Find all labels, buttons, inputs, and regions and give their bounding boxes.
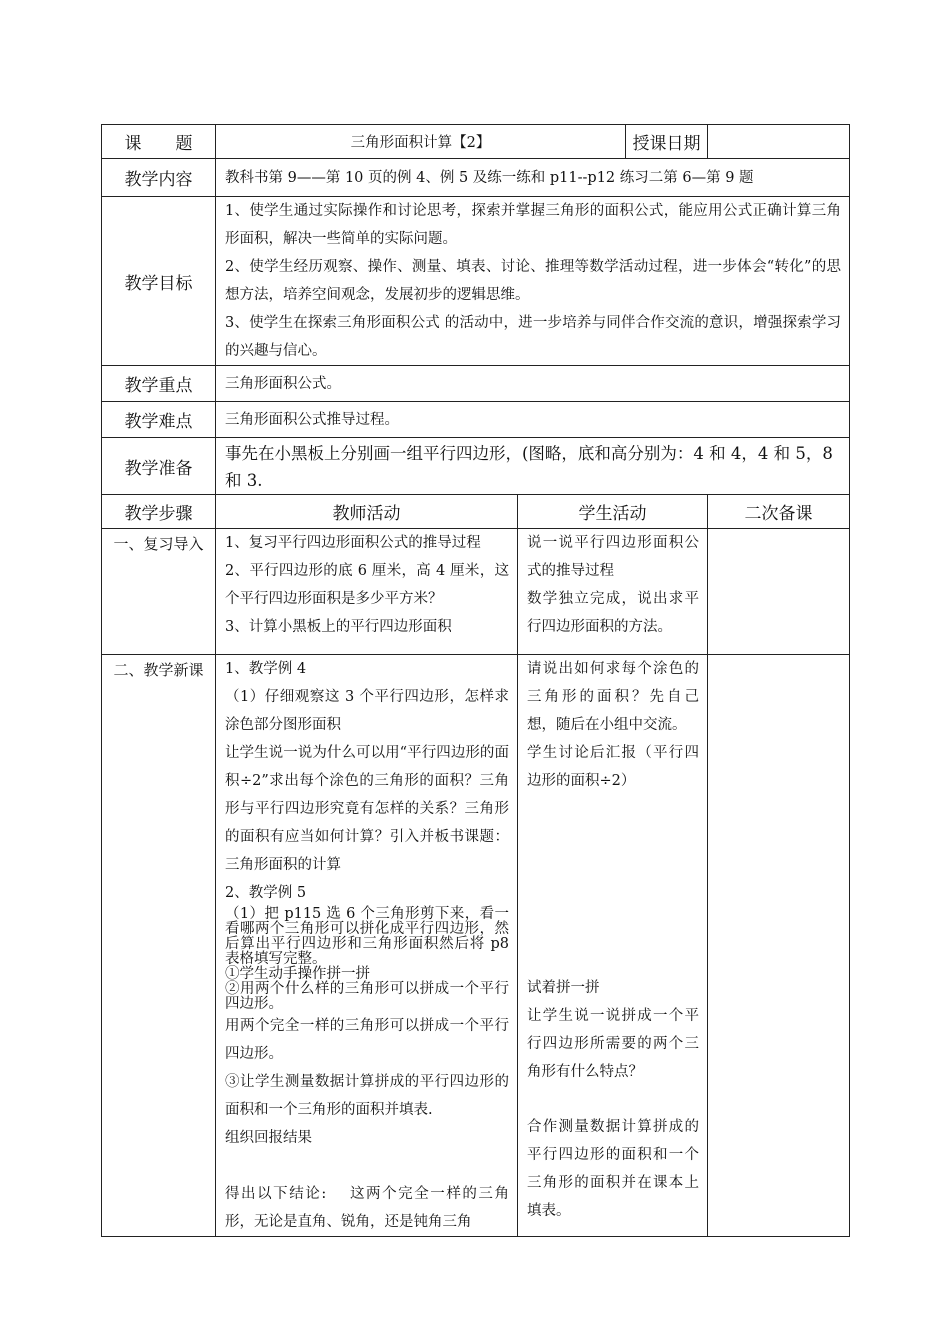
- step2-student-a2: 学生讨论后汇报（平行四边形的面积÷2）: [527, 745, 700, 789]
- step2-notes: [708, 655, 850, 1237]
- key-value: 三角形面积公式。: [216, 366, 850, 402]
- step1-teacher: [216, 529, 518, 655]
- step2-student-b1: 试着拼一拼: [527, 980, 600, 996]
- topic-label: 课 题: [102, 125, 216, 159]
- row-step-review: [102, 529, 850, 655]
- row-goals: [102, 197, 850, 366]
- topic-value: 三角形面积计算【2】: [216, 125, 626, 159]
- step2-student-gap-2: [527, 1086, 699, 1113]
- row-step-new: [102, 655, 850, 1237]
- step2-teacher-b3: ②用两个什么样的三角形可以拼成一个平行四边形。: [225, 981, 509, 1012]
- prep-value: 事先在小黑板上分别画一组平行四边形，(图略，底和高分别为：4 和 4，4 和 5，8 和 3.: [216, 438, 850, 495]
- prep-label: 教学准备: [102, 438, 216, 495]
- step2-student-c: 合作测量数据计算拼成的平行四边形的面积和一个三角形的面积并在课本上填表。: [527, 1119, 700, 1219]
- step2-teacher-dense: [225, 907, 509, 1012]
- difficulty-label: 教学难点: [102, 402, 216, 438]
- step2-student-a1: 请说出如何求每个涂色的三角形的面积？先自己想，随后在小组中交流。: [527, 661, 700, 733]
- date-label: 授课日期: [626, 125, 708, 159]
- step1-label: 一、复习导入: [102, 529, 216, 655]
- step2-teacher-c2: ③让学生测量数据计算拼成的平行四边形的面积和一个三角形的面积并填表.: [225, 1074, 509, 1118]
- step2-teacher-b1: （1）把 p115 选 6 个三角形剪下来，看一看哪两个三角形可以拼化成平行四边形，然后算出平行四边形和三角形面积然后将 p8 表格填写完整。: [225, 906, 509, 967]
- row-column-headers: [102, 495, 850, 529]
- step2-teacher-d: 得出以下结论: 这两个完全一样的三角形，无论是直角、锐角，还是钝角三角: [225, 1186, 509, 1230]
- row-key: [102, 366, 850, 402]
- goal-3: 3、使学生在探索三角形面积公式 的活动中，进一步培养与同伴合作交流的意识，增强探索学习的兴趣与信心。: [225, 315, 842, 359]
- step1-student-1: 说一说平行四边形面积公式的推导过程: [527, 535, 700, 579]
- step2-student-b2: 让学生说一说拼成一个平行四边形所需要的两个三角形有什么特点？: [527, 1008, 700, 1080]
- step1-teacher-1: 1、复习平行四边形面积公式的推导过程: [225, 535, 481, 551]
- date-value: [708, 125, 850, 159]
- step2-teacher-a3: 让学生说一说为什么可以用“平行四边形的面积÷2”求出每个涂色的三角形的面积？三角形与平行四边形究竟有怎样的关系？三角形的面积有应当如何计算？引入并板书课题：三角形面积的计算: [225, 745, 509, 873]
- content-value: 教科书第 9——第 10 页的例 4、例 5 及练一练和 p11--p12 练习二第 6—第 9 题: [216, 159, 850, 197]
- lesson-plan-table: [101, 124, 850, 1237]
- teacher-header: 教师活动: [216, 495, 518, 529]
- goal-2: 2、使学生经历观察、操作、测量、填表、讨论、推理等数学活动过程，进一步体会“转化”的思想方法，培养空间观念，发展初步的逻辑思维。: [225, 259, 842, 303]
- row-topic: [102, 125, 850, 159]
- step1-notes: [708, 529, 850, 655]
- difficulty-value: 三角形面积公式推导过程。: [216, 402, 850, 438]
- goals-label: 教学目标: [102, 197, 216, 366]
- row-difficulty: [102, 402, 850, 438]
- notes-header: 二次备课: [708, 495, 850, 529]
- step1-student: [518, 529, 708, 655]
- step2-student: [518, 655, 708, 1237]
- steps-header: 教学步骤: [102, 495, 216, 529]
- step2-teacher-a4: 2、教学例 5: [225, 885, 307, 901]
- row-content: [102, 159, 850, 197]
- step2-teacher-c3: 组织回报结果: [225, 1130, 312, 1146]
- step1-student-2: 数学独立完成，说出求平行四边形面积的方法。: [527, 591, 700, 635]
- step1-teacher-3: 3、计算小黑板上的平行四边形面积: [225, 619, 452, 635]
- student-header: 学生活动: [518, 495, 708, 529]
- step2-teacher-gap: [225, 1152, 509, 1180]
- step2-teacher-c1: 用两个完全一样的三角形可以拼成一个平行四边形。: [225, 1018, 509, 1062]
- step2-label: 二、教学新课: [102, 655, 216, 1237]
- row-prep: [102, 438, 850, 495]
- step2-teacher-a2: （1）仔细观察这 3 个平行四边形，怎样求涂色部分图形面积: [225, 689, 509, 733]
- goal-1: 1、使学生通过实际操作和讨论思考，探索并掌握三角形的面积公式，能应用公式正确计算三角形面积，解决一些简单的实际问题。: [225, 203, 842, 247]
- step2-teacher-a1: 1、教学例 4: [225, 661, 307, 677]
- goals-value: [216, 197, 850, 366]
- key-label: 教学重点: [102, 366, 216, 402]
- step2-teacher-b2: ①学生动手操作拼一拼: [225, 966, 370, 982]
- step2-student-gap-1: [527, 795, 699, 974]
- step1-teacher-2: 2、平行四边形的底 6 厘米，高 4 厘米，这个平行四边形面积是多少平方米？: [225, 563, 509, 607]
- content-label: 教学内容: [102, 159, 216, 197]
- step2-teacher: [216, 655, 518, 1237]
